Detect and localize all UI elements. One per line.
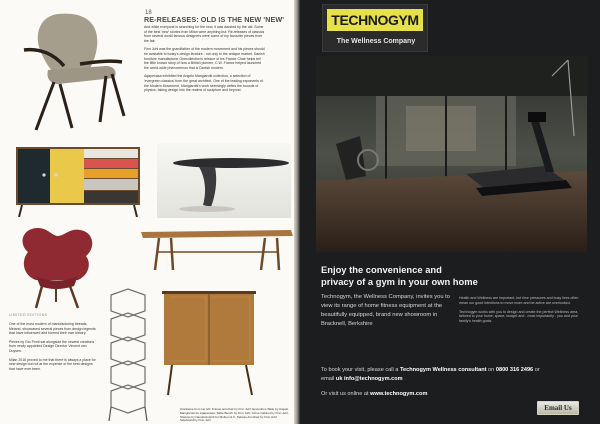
- ad-headline-line: privacy of a gym in your own home: [321, 276, 478, 287]
- editorial-page: [0, 0, 295, 424]
- logo-yellow-band: [327, 9, 423, 31]
- glove-cabinet-photo: [160, 287, 260, 399]
- page-number: 18: [145, 10, 152, 16]
- eccentrico-table-photo: [157, 143, 291, 218]
- cta-consultant: Technogym Wellness consultant: [399, 367, 487, 373]
- ad-website-line: [321, 391, 427, 397]
- body-paragraph: Milan 2016 proved to me that there is always a place for new design but not at the expense of the best designs that have ever been.: [9, 357, 96, 371]
- cta-text: To book your visit, please call a: [321, 367, 400, 373]
- phone-number[interactable]: 0800 316 2496: [495, 367, 534, 373]
- lounge-chair-photo: [14, 4, 132, 132]
- cta-text: email: [321, 376, 336, 382]
- cta-text: on: [486, 367, 496, 373]
- logo-tagline: The Wellness Company: [336, 38, 416, 45]
- body-paragraph: One of the most modern of manufacturing threads, Meland, showcased several pieces from design legends that have influenced and formed their own history.: [9, 322, 96, 336]
- web-prefix: Or visit us online at: [321, 391, 371, 397]
- ad-side-paragraph: Health and Wellness are important, but time pressures and busy lives often mean our good intentions to move more and be active are overlooked.: [459, 296, 579, 305]
- article-headline: RE-RELEASES: OLD IS THE NEW 'NEW': [144, 15, 285, 24]
- sideboard-photo: [16, 143, 140, 217]
- photo-caption: Clockwise from top left: France armchair by Finn Juhl; Eccentrico Table by Angelo Mangiarotti for Agapecasa; Table Bench by Finn Juhl; Glove Cabinet by Finn Juhl; Shelves by Nendo/Anstritt for Molteni & C; Pelican Armchair by Finn Juhl; Sideboard by Finn Juhl: [180, 407, 289, 423]
- ad-headline: [321, 264, 571, 288]
- home-gym-photo: [316, 56, 587, 252]
- shelving-unit-photo: [103, 287, 153, 421]
- article-body-right: [144, 25, 266, 97]
- body-paragraph: Pieces by Gio Ponti sat alongside the newest creations from newly appointed Design Director Vincent van Duysen.: [9, 339, 95, 353]
- body-paragraph: And while everyone is searching for the new, it was dazzled by the old. Some of the best 'new' stories from Milan were anything but. Re-releases of classics from several world famous designers were some of my favourite pieces from the fair.: [144, 25, 265, 43]
- email-address[interactable]: uk info@technogym.com: [335, 376, 403, 382]
- email-us-button[interactable]: Email Us: [537, 401, 579, 415]
- section-kicker: LIMITED EDITIONS: [9, 313, 48, 317]
- ad-lead-text: Technogym, the Wellness Company, invites you to view its range of home fitness equipment at the beautifully equipped, brand new showroom in Bracknell, Berkshire: [321, 294, 450, 327]
- cta-text: or: [533, 367, 540, 373]
- table-bench-photo: [137, 226, 295, 272]
- ad-call-to-action: [321, 366, 561, 384]
- logo-wordmark: TECHNOGYM: [331, 12, 419, 28]
- technogym-advert: [300, 0, 600, 424]
- body-paragraph: Agapecasa exhibited the Angelo Mangiarotti collection, a selection of 'evergreen classics' from the great architect. One of the leading exponents of the Modern Movement, Mangiarotti's work seemingly defies the bounds of physics, taking design into the realms of sculpture and beyond.: [144, 74, 263, 93]
- ad-side-text: [459, 296, 587, 328]
- technogym-logo: [322, 4, 428, 52]
- website-link[interactable]: www.technogym.com: [370, 391, 428, 397]
- pelican-armchair-photo: [8, 222, 103, 312]
- ad-headline-line: Enjoy the convenience and: [321, 264, 442, 275]
- body-paragraph: Finn Juhl was the grandfather of the modern movement and his pieces should be available to today's design lerature - not only to the antique market. Danish furniture manufacturer Onecollection's reissue of his France Chair helps tell the little known story of how a British pioneer, C.W. France helped launched the world-wide phenomenon that is Danish modern.: [144, 47, 265, 70]
- ad-side-paragraph: Technogym works with you to design and create the perfect Wellness area, tailored to your home, space, budget and - most importantly - you and your family's health goals.: [459, 309, 579, 324]
- article-body-left: [9, 322, 97, 375]
